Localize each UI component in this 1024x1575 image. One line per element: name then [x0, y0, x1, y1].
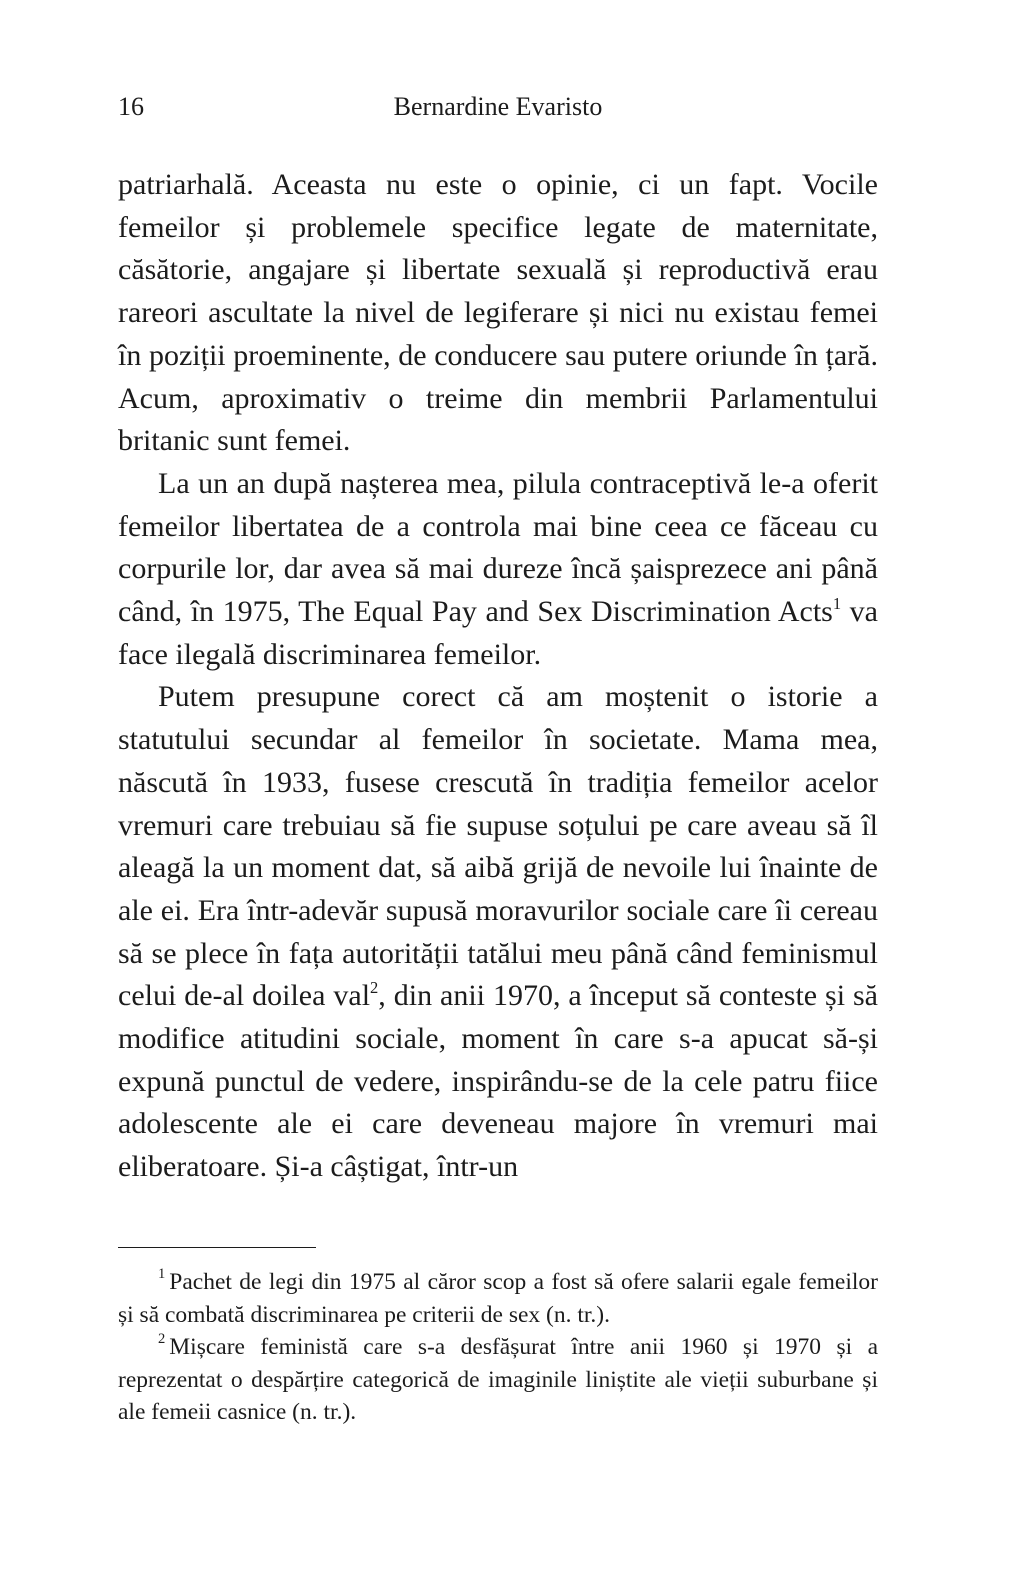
footnote-text: Mișcare feministă care s-a desfășurat între anii 1960 și 1970 și a reprezentat o despărțire categorică de imaginile liniștite ale vieții suburbane și ale femeii casnice (n. tr.).: [118, 1334, 878, 1425]
running-head: Bernardine Evaristo: [393, 92, 603, 121]
paragraph-text: Putem presupune corect că am moștenit o istorie a statutului secundar al femeilor în societate. Mama mea, născută în 1933, fusese crescută în tradiția femeilor acelor vremuri care trebuiau să fie supuse soțului pe care aveau să îl aleagă la un moment dat, să aibă grijă de nevoile lui înainte de ale ei. Era într-adevăr supusă moravurilor sociale care îi cereau să se plece în fața autorității tatălui meu până când feminismul celui de-al doilea val: [118, 680, 878, 1013]
paragraph-2: [118, 463, 878, 677]
footnote-marker: 2: [158, 1331, 166, 1348]
paragraph-1: [118, 164, 878, 463]
paragraph-text: , din anii 1970, a început să conteste și să modifice atitudini sociale, moment în care s-a apucat să-și expună punctul de vedere, inspirându-se de la cele patru fiice adolescente ale ei care deveneau majore în vremuri mai eliberatoare. Și-a câștigat, într-un: [118, 979, 878, 1184]
paragraph-text: patriarhală. Aceasta nu este o opinie, ci un fapt. Vocile femeilor și problemele specifice legate de maternitate, căsătorie, angajare și libertate sexuală și reproductivă erau rareori ascultate la nivel de legiferare și nici nu existau femei în poziții proeminente, de conducere sau putere oriunde în țară. Acum, aproximativ o treime din membrii Parlamentului britanic sunt femei.: [118, 168, 878, 458]
footnote-ref-2[interactable]: 2: [370, 977, 379, 997]
footnote-ref-1[interactable]: 1: [832, 593, 842, 613]
footnote-2: [118, 1331, 878, 1429]
footnote-marker: 1: [158, 1266, 166, 1283]
footnotes: [118, 1266, 878, 1429]
footnote-text: Pachet de legi din 1975 al căror scop a fost să ofere salarii egale femeilor și să combată discriminarea pe criterii de sex (n. tr.).: [118, 1269, 878, 1328]
paragraph-3: [118, 676, 878, 1188]
page-number: 16: [118, 92, 144, 121]
page-header: [118, 92, 878, 132]
paragraph-text: La un an după nașterea mea, pilula contraceptivă le-a oferit femeilor libertatea de a controla mai bine ceea ce făceau cu corpurile lor, dar avea să mai dureze încă șaisprezece ani până când, în 1975, The Equal Pay and Sex Discrimination Acts: [118, 466, 878, 629]
body-text: [118, 164, 878, 1189]
paragraph-text: va face ilegală discriminarea femeilor.: [118, 595, 878, 671]
footnote-divider: [118, 1247, 316, 1248]
footnote-1: [118, 1266, 878, 1331]
